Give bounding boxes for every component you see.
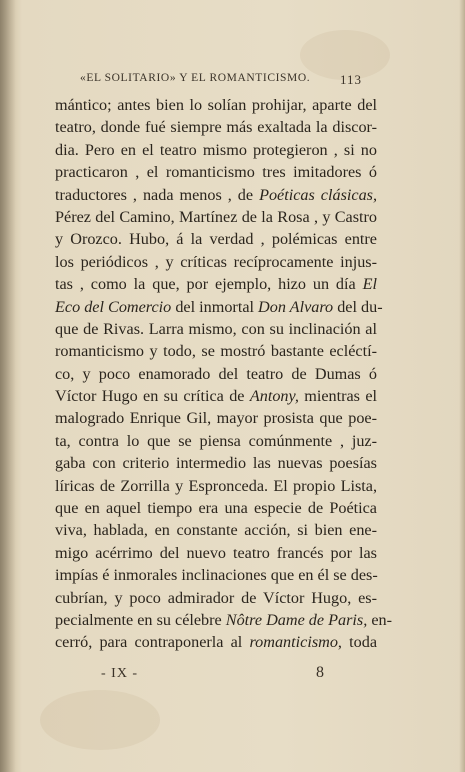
text-line [55, 475, 377, 497]
text-segment: mientras el [298, 387, 378, 406]
text-line [55, 587, 377, 609]
text-segment: y Orozco. Hubo, á la verdad , polémicas entre [55, 230, 377, 249]
text-segment: teatro, donde fué siempre más exaltada la discor- [55, 118, 377, 137]
text-line [55, 340, 377, 362]
page-gutter-shadow [0, 0, 16, 772]
text-segment: los periódicos , y críticas recíprocamente injus- [55, 252, 377, 271]
text-segment: traductores , nada menos , de [55, 185, 260, 204]
paper-stain [40, 690, 160, 750]
text-segment: del du- [333, 297, 383, 316]
text-line [55, 184, 377, 206]
text-segment: del inmortal [171, 297, 259, 316]
page-number: 113 [340, 72, 363, 87]
text-segment: en- [367, 610, 392, 629]
body-text [55, 94, 392, 654]
italic-text-segment: Antony, [249, 387, 299, 406]
text-line [55, 519, 377, 541]
text-line [55, 273, 377, 295]
text-line [55, 296, 383, 318]
text-segment: que en aquel tiempo era una especie de Poética [55, 499, 377, 518]
text-segment: Víctor Hugo en su crítica de [55, 387, 250, 406]
text-segment: líricas de Zorrilla y Espronceda. El propio Lista, [55, 476, 377, 495]
italic-text-segment: romanticismo [249, 633, 338, 652]
text-segment: co, y poco enamorado del teatro de Dumas ó [55, 364, 377, 383]
text-segment: ta, contra lo que se piensa comúnmente , juz- [55, 431, 377, 450]
text-segment: , toda [337, 633, 378, 652]
italic-text-segment: Eco del Comercio [55, 297, 172, 316]
italic-text-segment: El [362, 275, 377, 294]
text-segment: practicaron , el romanticismo tres imitadores ó [55, 163, 377, 182]
text-line [55, 139, 377, 161]
text-segment: dia. Pero en el teatro mismo protegieron , si no [55, 140, 377, 159]
text-segment: migo acérrimo del nuevo teatro francés por las [55, 543, 377, 562]
text-segment: mántico; antes bien lo solían prohijar, aparte del [55, 96, 377, 114]
text-line [55, 206, 377, 228]
text-segment: viva, hablada, en constante acción, si bien ene- [55, 521, 377, 540]
text-segment: pecialmente en su célebre [55, 610, 226, 629]
text-line [55, 430, 377, 452]
text-line [55, 452, 377, 474]
text-line [55, 116, 377, 138]
italic-text-segment: Poéticas clásicas, [259, 185, 378, 204]
text-segment: Pérez del Camino, Martínez de la Rosa , y Castro [55, 207, 377, 226]
text-segment: cerró, para contraponerla al [55, 633, 250, 652]
text-line [55, 609, 392, 631]
text-segment: impías é inmorales inclinaciones que en él se des- [55, 566, 378, 585]
text-segment: malogrado Enrique Gil, mayor prosista que poe- [55, 409, 377, 428]
text-line [55, 363, 377, 385]
text-line [55, 318, 377, 340]
page-edge [459, 0, 465, 772]
text-segment: que de Rivas. Larra mismo, con su inclinación al [55, 319, 377, 338]
folio-number: 8 [316, 664, 324, 681]
text-segment: cubrían, y poco admirador de Víctor Hugo, es- [55, 588, 377, 607]
text-segment: tas , como la que, por ejemplo, hizo un día [55, 275, 363, 294]
text-line [55, 228, 377, 250]
text-line [55, 497, 377, 519]
text-line [55, 564, 377, 586]
text-line [55, 542, 377, 564]
text-line [55, 251, 377, 273]
text-line [55, 631, 377, 653]
text-line [55, 407, 377, 429]
text-segment: romanticismo y todo, se mostró bastante ecléctí- [55, 342, 377, 361]
text-line [55, 94, 377, 116]
text-line [55, 385, 377, 407]
running-head [80, 72, 380, 87]
italic-text-segment: Don Alvaro [258, 297, 334, 316]
italic-text-segment: Nôtre Dame de Paris, [225, 610, 368, 629]
running-head-title: «EL SOLITARIO» Y EL ROMANTICISMO. [80, 72, 311, 84]
text-segment: gaba con criterio intermedio las nuevas poesías [55, 454, 377, 473]
signature-mark: - IX - [101, 666, 139, 681]
text-line [55, 161, 377, 183]
